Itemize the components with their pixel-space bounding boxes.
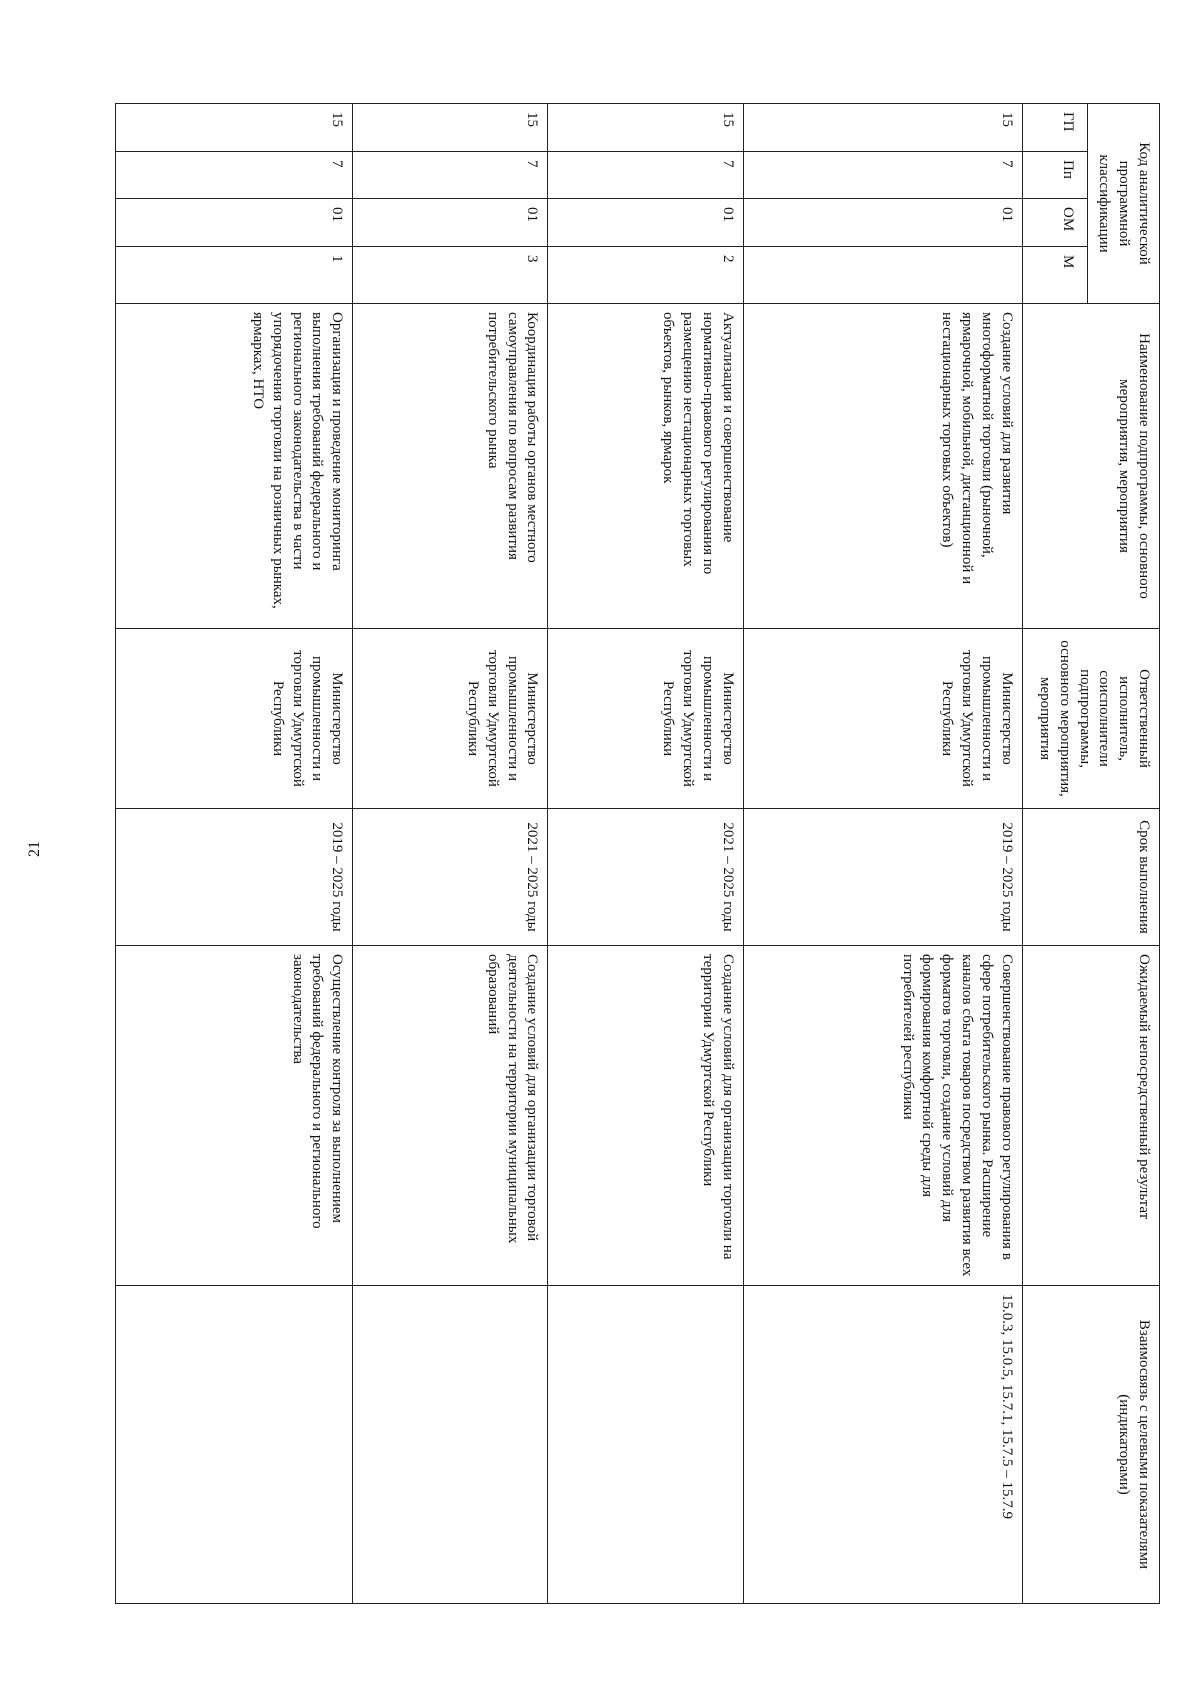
pp-cell: 7	[353, 152, 548, 199]
om-cell: 01	[548, 199, 743, 247]
result-cell: Создание условий для организации торговой деятельности на территории муниципальных образований	[353, 946, 548, 1286]
header-row-1	[1087, 104, 1159, 1604]
gp-cell: 15	[353, 104, 548, 152]
table-row	[353, 104, 548, 1604]
rotated-page-content	[115, 103, 1160, 1603]
term-header: Срок выполнения	[1022, 809, 1159, 946]
term-cell: 2019 – 2025 годы	[116, 809, 353, 946]
link-cell	[353, 1286, 548, 1604]
responsible-cell: Министерство промышленности и торговли Удмуртской Республики	[548, 629, 743, 809]
term-cell: 2019 – 2025 годы	[743, 809, 1022, 946]
m-cell	[743, 247, 1022, 304]
link-header: Взаимосвязь с целевыми показателями (индикаторами)	[1022, 1286, 1159, 1604]
pp-cell: 7	[548, 152, 743, 199]
result-cell: Совершенствование правового регулирования в сфере потребительского рынка. Расширение каналов сбыта товаров посредством развития всех форматов торговли, создание условий для формирования комфортной среды для потребителей республики	[743, 946, 1022, 1286]
responsible-cell: Министерство промышленности и торговли Удмуртской Республики	[116, 629, 353, 809]
name-cell: Актуализация и совершенствование нормативно-правового регулирования по размещению нестационарных торговых объектов, рынков, ярмарок	[548, 304, 743, 629]
om-header: ОМ	[1022, 199, 1087, 247]
result-cell: Создание условий для организации торговли на территории Удмуртской Республики	[548, 946, 743, 1286]
responsible-header: Ответственный исполнитель, соисполнители подпрограммы, основного мероприятия, мероприятия	[1022, 629, 1159, 809]
term-cell: 2021 – 2025 годы	[548, 809, 743, 946]
link-cell: 15.0.3, 15.0.5, 15.7.1, 15.7.5 – 15.7.9	[743, 1286, 1022, 1604]
program-table	[115, 103, 1160, 1604]
table-row	[116, 104, 353, 1604]
gp-cell: 15	[116, 104, 353, 152]
gp-header: ГП	[1022, 104, 1087, 152]
table-row	[743, 104, 1022, 1604]
page-number: 21	[26, 841, 43, 857]
name-cell: Координация работы органов местного самоуправления по вопросам развития потребительского рынка	[353, 304, 548, 629]
result-header: Ожидаемый непосредственный результат	[1022, 946, 1159, 1286]
name-cell: Создание условий для развития многоформатной торговли (рыночной, ярмарочной, мобильной, дистанционной и нестационарных торговых объектов)	[743, 304, 1022, 629]
table-row	[548, 104, 743, 1604]
result-cell: Осуществление контроля за выполнением требований федерального и регионального законодательства	[116, 946, 353, 1286]
om-cell: 01	[116, 199, 353, 247]
m-cell: 1	[116, 247, 353, 304]
pp-cell: 7	[743, 152, 1022, 199]
link-cell	[548, 1286, 743, 1604]
om-cell: 01	[743, 199, 1022, 247]
gp-cell: 15	[743, 104, 1022, 152]
term-cell: 2021 – 2025 годы	[353, 809, 548, 946]
pp-header: Пп	[1022, 152, 1087, 199]
name-header: Наименование подпрограммы, основного мероприятия, мероприятия	[1022, 304, 1159, 629]
gp-cell: 15	[548, 104, 743, 152]
name-cell: Организация и проведение мониторинга выполнения требований федерального и регионального законодательства в части упорядочения торговли на розничных рынках, ярмарках, НТО	[116, 304, 353, 629]
om-cell: 01	[353, 199, 548, 247]
link-cell	[116, 1286, 353, 1604]
responsible-cell: Министерство промышленности и торговли Удмуртской Республики	[353, 629, 548, 809]
m-cell: 3	[353, 247, 548, 304]
responsible-cell: Министерство промышленности и торговли Удмуртской Республики	[743, 629, 1022, 809]
m-header: М	[1022, 247, 1087, 304]
m-cell: 2	[548, 247, 743, 304]
pp-cell: 7	[116, 152, 353, 199]
code-group-header: Код аналитической программной классификации	[1087, 104, 1159, 304]
